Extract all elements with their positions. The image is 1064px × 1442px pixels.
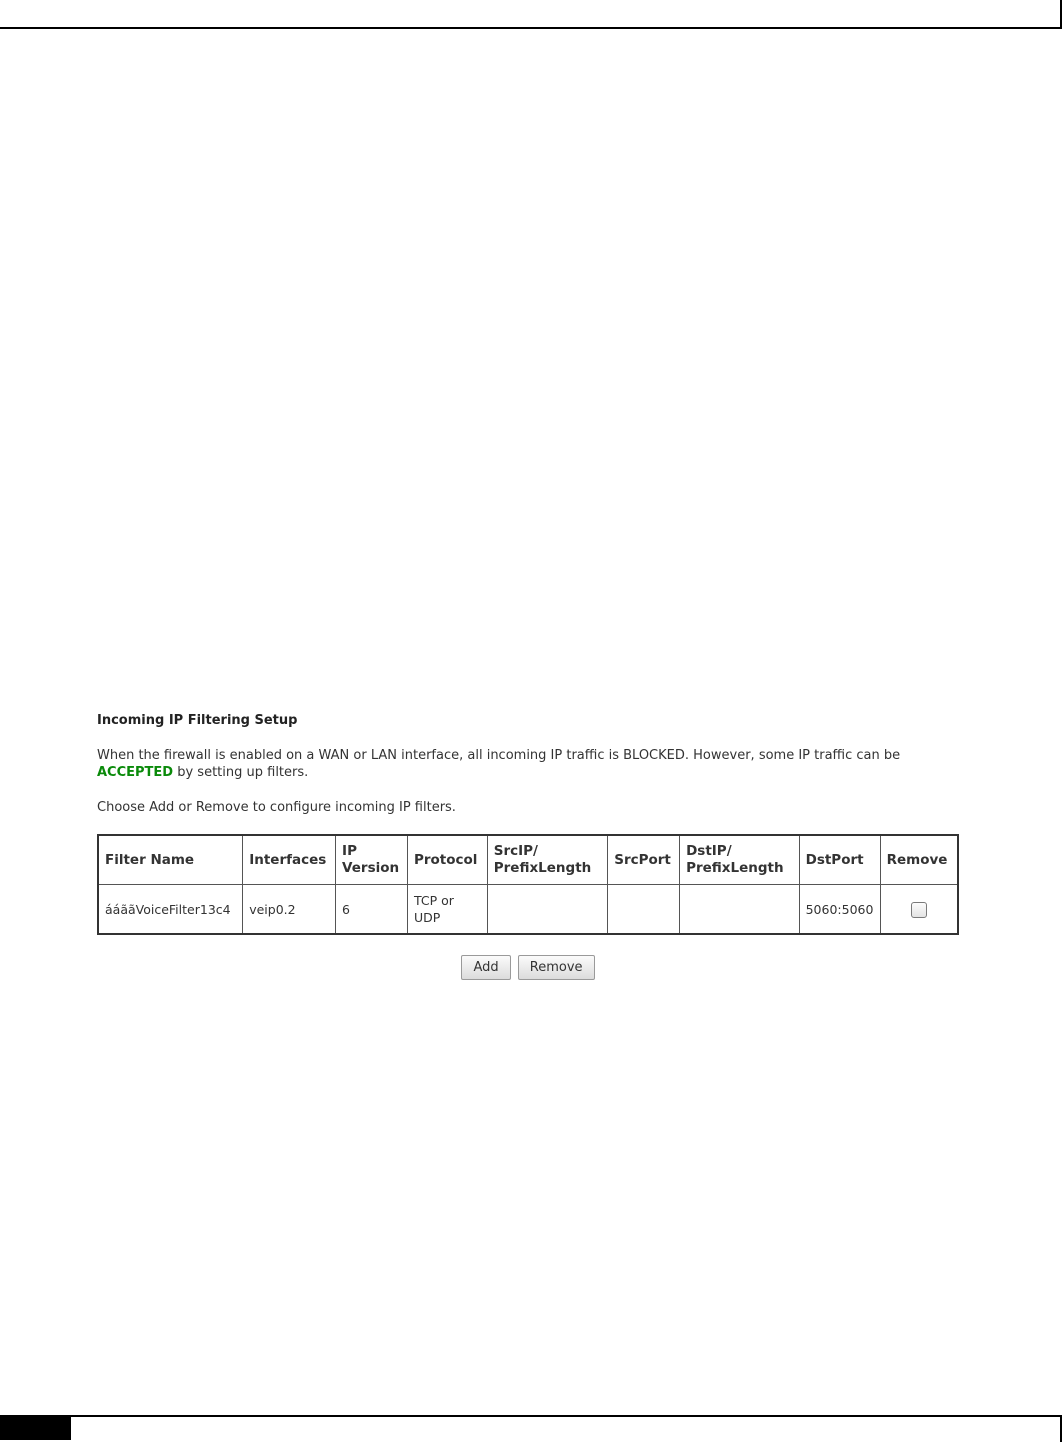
cell-interfaces: veip0.2 [243,885,336,935]
incoming-ip-filtering-panel [97,713,959,980]
header-srcip [487,835,607,885]
cell-dstip [680,885,800,935]
remove-checkbox[interactable] [911,902,927,918]
page-footer-rule [0,1415,1062,1442]
cell-ip-version: 6 [336,885,408,935]
header-srcport: SrcPort [608,835,680,885]
header-ip-version-line1: IP [342,843,357,859]
cell-protocol [407,885,487,935]
intro-text-part2: by setting up filters. [173,765,309,780]
header-filter-name: Filter Name [98,835,243,885]
header-protocol: Protocol [407,835,487,885]
cell-protocol-line2: UDP [413,910,441,925]
header-interfaces: Interfaces [243,835,336,885]
action-buttons [97,955,959,980]
header-dstip-line2: PrefixLength [686,860,784,876]
remove-button[interactable]: Remove [518,955,595,980]
add-button[interactable]: Add [461,955,510,980]
cell-srcport [608,885,680,935]
header-ip-version-line2: Version [342,860,400,876]
accepted-label: ACCEPTED [97,765,174,780]
intro-text-part1: When the firewall is enabled on a WAN or LAN interface, all incoming IP traffic is BLOCKED. However, some IP traffic can be [97,748,901,763]
header-remove: Remove [880,835,958,885]
table-row [98,885,958,935]
filters-table [97,834,959,935]
cell-remove [880,885,958,935]
page-header-rule [0,0,1062,29]
header-dstip-line1: DstIP/ [686,843,732,859]
cell-filter-name: ááããVoiceFilter13c4 [98,885,243,935]
instruction-text: Choose Add or Remove to configure incoming IP filters. [97,800,456,815]
header-srcip-line1: SrcIP/ [493,843,538,859]
header-dstport: DstPort [799,835,880,885]
cell-srcip [487,885,607,935]
page-number-tab [0,1417,71,1440]
intro-text [97,747,959,781]
header-srcip-line2: PrefixLength [493,860,592,876]
header-dstip [680,835,800,885]
table-header-row [98,835,958,885]
section-title: Incoming IP Filtering Setup [97,713,298,728]
cell-protocol-line1: TCP or [413,893,454,908]
header-ip-version [336,835,408,885]
cell-dstport: 5060:5060 [799,885,880,935]
